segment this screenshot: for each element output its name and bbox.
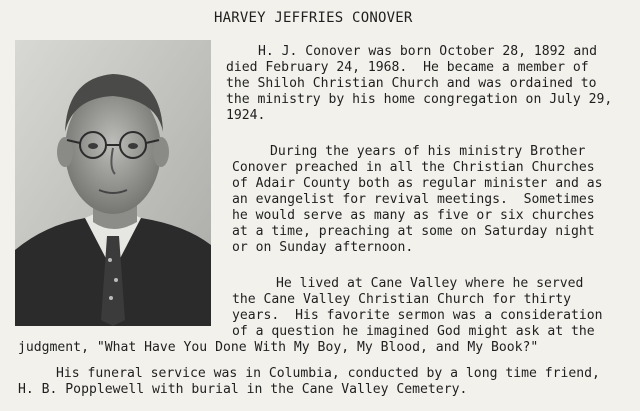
ministry-line: he would serve as many as five or six churches [232, 208, 595, 223]
cane-valley-line: of a question he imagined God might ask at the [232, 324, 595, 339]
ministry-line: Conover preached in all the Christian Churches [232, 160, 595, 175]
cane-valley-line: the Cane Valley Christian Church for thirty [232, 292, 571, 307]
ministry-line: During the years of his ministry Brother [270, 144, 586, 159]
ministry-line: at a time, preaching at some on Saturday night [232, 224, 595, 239]
page-title: HARVEY JEFFRIES CONOVER [214, 10, 413, 26]
bio-line: H. J. Conover was born October 28, 1892 and [258, 44, 597, 59]
funeral-line: H. B. Popplewell with burial in the Cane Valley Cemetery. [18, 382, 468, 397]
funeral-line: His funeral service was in Columbia, conducted by a long time friend, [56, 366, 600, 381]
portrait-photo [15, 40, 211, 326]
bio-line: 1924. [226, 108, 266, 123]
cane-valley-line: judgment, "What Have You Done With My Boy, My Blood, and My Book?" [18, 340, 539, 355]
ministry-line: an evangelist for revival meetings. Sometimes [232, 192, 595, 207]
bio-line: died February 24, 1968. He became a member of [226, 60, 589, 75]
portrait-image [15, 40, 211, 326]
cane-valley-line: years. His favorite sermon was a consideration [232, 308, 603, 323]
bio-line: the Shiloh Christian Church and was ordained to [226, 76, 597, 91]
bio-line: the ministry by his home congregation on July 29, [226, 92, 613, 107]
ministry-line: or on Sunday afternoon. [232, 240, 414, 255]
cane-valley-line: He lived at Cane Valley where he served [276, 276, 584, 291]
ministry-line: of Adair County both as regular minister and as [232, 176, 603, 191]
